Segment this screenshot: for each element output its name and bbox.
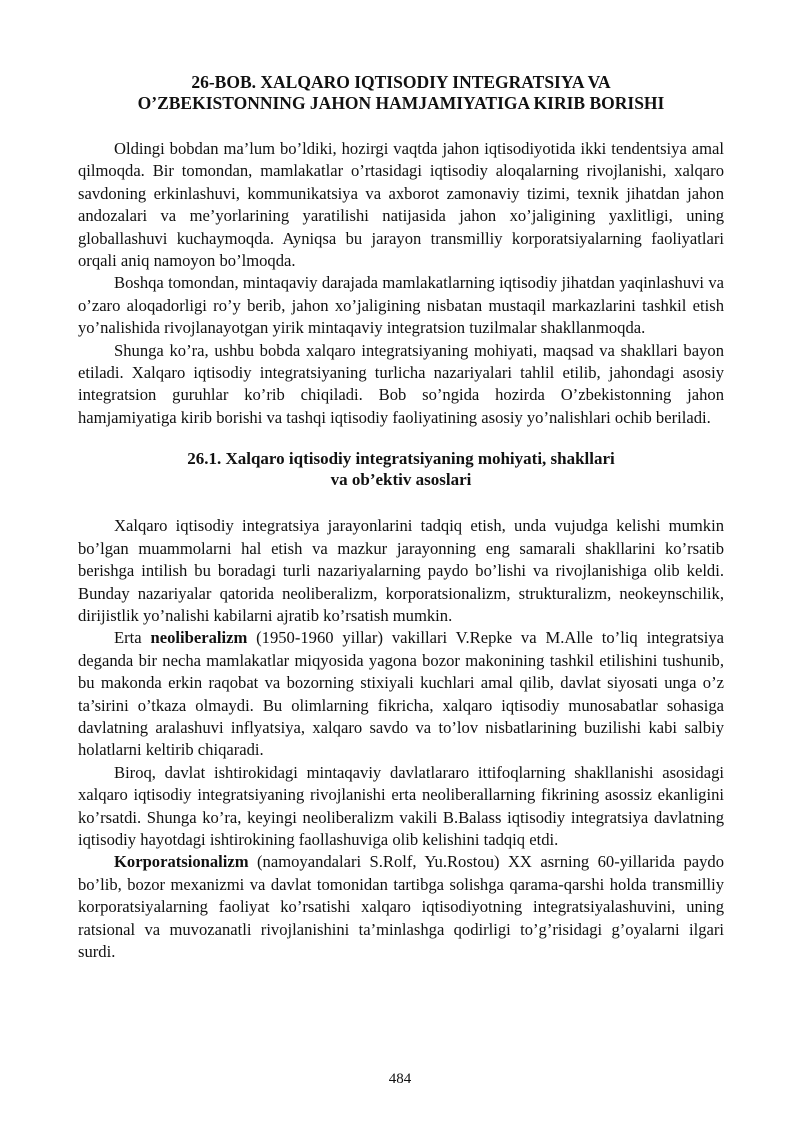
- chapter-title-line-1: 26-BOB. XALQARO IQTISODIY INTEGRATSIYA VA: [191, 72, 611, 92]
- chapter-title-line-2: O’ZBEKISTONNING JAHON HAMJAMIYATIGA KIRIB BORISHI: [137, 93, 665, 113]
- page-number: 484: [388, 1071, 412, 1087]
- paragraph-lead: Erta: [114, 628, 151, 648]
- section-paragraph-1: Xalqaro iqtisodiy integratsiya jarayonlarini tadqiq etish, unda vujudga kelishi mumkin bo’lgan muammolarni hal etish va mazkur jarayonning eng samarali shakllarini ko’rsatib berishga intilish bu boradagi turli nazariyalarning paydo bo’lishi va rivojlanishiga olib keldi. Bunday nazariyalar qatorida neoliberalizm, korporatsionalizm, strukturalizm, neokeynschilik, dirijistlik yo’nalishi kabilarni ajratib ko’rsatish mumkin.: [78, 516, 724, 625]
- section-title: [78, 448, 724, 490]
- section-title-line-1: 26.1. Xalqaro iqtisodiy integratsiyaning mohiyati, shakllari: [187, 449, 615, 469]
- intro-paragraph-3: Shunga ko’ra, ushbu bobda xalqaro integratsiyaning mohiyati, maqsad va shakllari bayon etiladi. Xalqaro iqtisodiy integratsiyaning turlicha nazariyalari tahlil etilib, jahondagi asosiy integratsion guruhlar ko’rib chiqiladi. Bob so’ngida hozirda O’zbekistonning jahon hamjamiyatiga kirib borishi va tashqi iqtisodiy faoliyatining asosiy yo’nalishlari ochib beriladi.: [78, 340, 724, 427]
- term-korporatsionalizm: Korporatsionalizm: [114, 852, 249, 872]
- term-neoliberalizm: neoliberalizm: [150, 628, 248, 648]
- chapter-title: [78, 72, 724, 114]
- intro-paragraph-2: Boshqa tomondan, mintaqaviy darajada mamlakatlarning iqtisodiy jihatdan yaqinlashuvi va o’zaro aloqadorligi ro’y berib, jahon xo’jaligining nisbatan mustaqil markazlarini tashkil etish yo’nalishida rivojlanayotgan yirik mintaqaviy integratsion tuzilmalar shakllanmoqda.: [78, 273, 724, 338]
- section-paragraph-4: [78, 851, 724, 963]
- paragraph-body: (namoyandalari S.Rolf, Yu.Rostou) XX asrning 60-yillarida paydo bo’lib, bozor mexanizmi va davlat tomonidan tartibga solishga qarama-qarshi holda transmilliy korporatsiyalarning faoliyat ko’rsatishi xalqaro iqtisodiyotning integratsiyalashuvini, uning ratsional va muvozanatli rivojlanishini ta’minlashga qodirligi to’g’risidagi g’oyalarni ilgari surdi.: [78, 852, 724, 961]
- section-paragraph-2: [78, 627, 724, 761]
- page-content: [78, 72, 724, 963]
- section-title-line-2: va ob’ektiv asoslari: [330, 470, 472, 490]
- paragraph-body: (1950-1960 yillar) vakillari V.Repke va M.Alle to’liq integratsiya deganda bir necha mamlakatlar miqyosida yagona bozor makonining tashkil etilishini tushunib, bu makonda erkin raqobat va bozorning stixiyali kuchlari amal qilib, davlat siyosati unga o’z ta’sirini o’tkaza olmaydi. Bu olimlarning fikricha, xalqaro iqtisodiy munosabatlar sohasiga davlatning aralashuvi inflyatsiya, xalqaro savdo va to’lov nisbatlarining buzilishi kabi salbiy holatlarni keltirib chiqaradi.: [78, 628, 724, 760]
- section-paragraph-3: Biroq, davlat ishtirokidagi mintaqaviy davlatlararo ittifoqlarning shakllanishi asosidagi xalqaro iqtisodiy integratsiyaning rivojlanishi erta neoliberallarning fikrining asossiz ekanligini ko’rsatdi. Shunga ko’ra, keyingi neoliberalizm vakili B.Balass iqtisodiy integratsiya davlatning iqtisodiy hayotdagi ishtirokining faollashuviga olib kelishini tadqiq etdi.: [78, 762, 724, 849]
- intro-paragraph-1: Oldingi bobdan ma’lum bo’ldiki, hozirgi vaqtda jahon iqtisodiyotida ikki tendentsiya amal qilmoqda. Bir tomondan, mamlakatlar o’rtasidagi iqtisodiy aloqalarning rivojlanishi, xalqaro savdoning erkinlashuvi, kommunikatsiya va axborot zamonaviy tizimi, texnik jihatdan jahon andozalari va me’yorlarining yaratilishi natijasida jahon xo’jaligining yaxlitligi, uning globallashuvi kuchaymoqda. Ayniqsa bu jarayon transmilliy korporatsiyalarning faoliyatlari orqali aniq namoyon bo’lmoqda.: [78, 139, 724, 271]
